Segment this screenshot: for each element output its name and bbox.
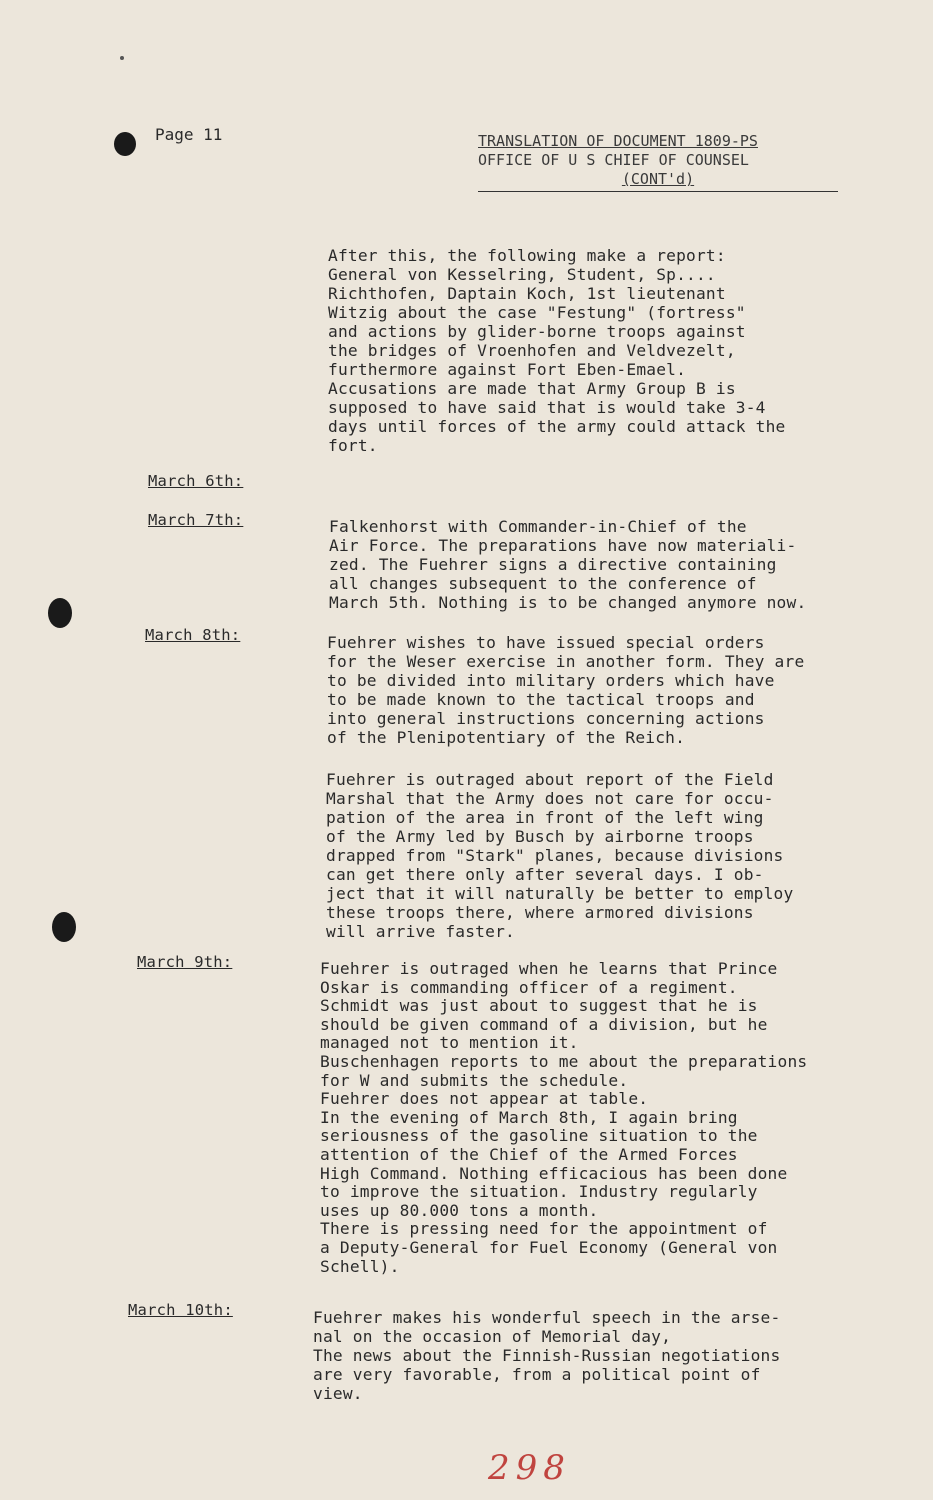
entry-paragraph: Fuehrer is outraged about report of the Field Marshal that the Army does not care for occu- pation of the area in front of the left wing of the Army led by Busch by airborne troops drapped from "Stark" planes, because divisions can get there only after several days. I ob- ject that it will naturally be better to employ these troops there, where armored divisions will arrive faster. [326,770,794,941]
entry-paragraph: Fuehrer makes his wonderful speech in the arse- nal on the occasion of Memorial day, The news about the Finnish-Russian negotiations are very favorable, from a political point of view. [313,1308,781,1403]
entry-date: March 7th: [148,511,244,529]
header-line-1: TRANSLATION OF DOCUMENT 1809-PS [478,132,758,150]
entry-date: March 6th: [148,472,244,490]
header-line-3: (CONT'd) [621,170,695,188]
entry-paragraph: Fuehrer wishes to have issued special orders for the Weser exercise in another form. They are to be divided into military orders which have to be made known to the tactical troops and into general instructions concerning actions of the Plenipotentiary of the Reich. [327,633,805,747]
punch-hole-top [114,132,136,156]
entry-paragraph: Falkenhorst with Commander-in-Chief of the Air Force. The preparations have now materiali- zed. The Fuehrer signs a directive containing all changes subsequent to the conference of March 5th. Nothing is to be changed anymore now. [329,517,807,612]
entry-date: March 8th: [145,626,241,644]
handwritten-page-number: 298 [488,1448,571,1488]
entry-paragraph: Fuehrer is outraged when he learns that Prince Oskar is commanding officer of a regiment. Schmidt was just about to suggest that he is should be given command of a division, but he managed not to mention it. Buschenhagen reports to me about the preparations for W and submits the schedule. Fuehrer does not appear at table. In the evening of March 8th, I again bring seriousness of the gasoline situation to the attention of the Chief of the Armed Forces High Command. Nothing efficacious has been done to improve the situation. Industry regularly uses up 80.000 tons a month. There is pressing need for the appointment of a Deputy-General for Fuel Economy (General von Schell). [320,959,808,1276]
entry-date: March 10th: [128,1301,233,1319]
header-line-2: OFFICE OF U S CHIEF OF COUNSEL [478,151,749,169]
document-header [478,132,838,192]
punch-hole-lower [52,912,76,942]
header-rule [478,191,838,192]
entry-date: March 9th: [137,953,233,971]
speck-mark [120,56,124,60]
page-label: Page 11 [155,125,223,144]
intro-paragraph: After this, the following make a report: General von Kesselring, Student, Sp.... Richthofen, Daptain Koch, 1st lieutenant Witzig about the case "Festung" (fortress" and actions by glider-borne troops against the bridges of Vroenhofen and Veldvezelt, furthermore against Fort Eben-Emael. Accusations are made that Army Group B is supposed to have said that is would take 3-4 days until forces of the army could attack the fort. [328,246,786,455]
punch-hole-middle [48,598,72,628]
